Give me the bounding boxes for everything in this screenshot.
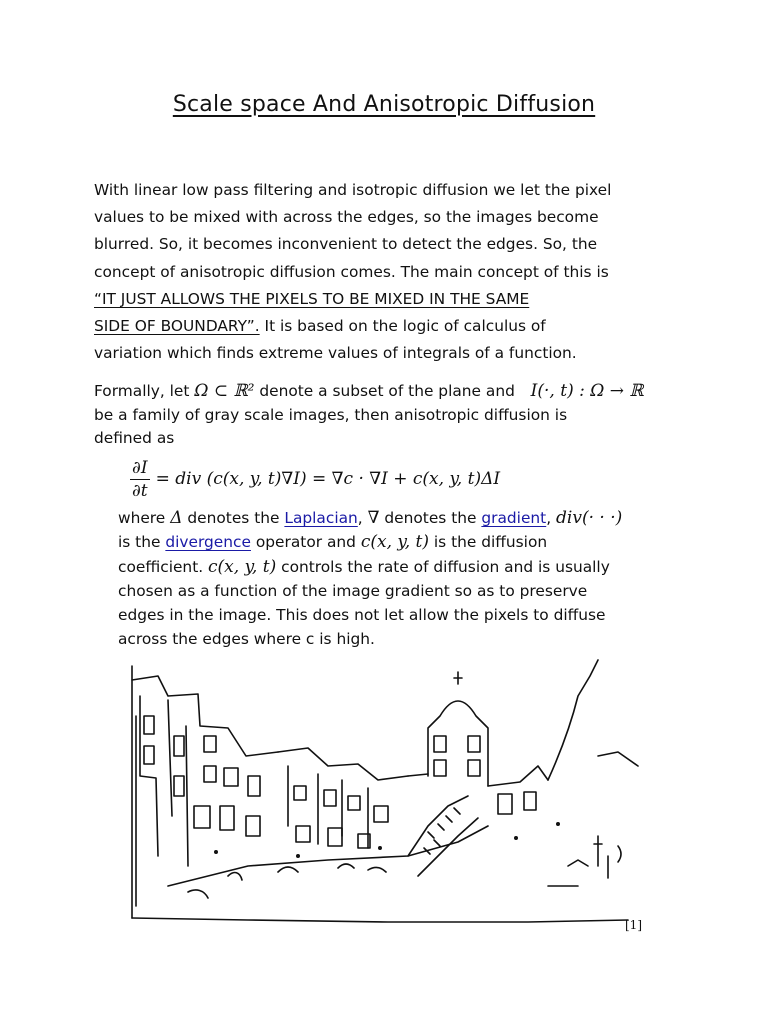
text-fragment: , (357, 509, 363, 527)
main-concept-quote: “IT JUST ALLOWS THE PIXELS TO BE MIXED IN THE SAME (94, 289, 530, 308)
text-fragment: operator and (255, 533, 356, 552)
text-fragment: is the (118, 533, 161, 552)
text-line: across the edges where c is high. (118, 630, 375, 649)
text-line (118, 530, 698, 554)
fraction-denominator: ∂t (132, 480, 148, 501)
text-line: concept of anisotropic diffusion comes. The main concept of this is (94, 262, 609, 281)
text-line (94, 380, 694, 404)
intro-paragraph (94, 177, 684, 367)
text-line: variation which finds extreme values of integrals of a function. (94, 344, 577, 363)
diffusion-equation (130, 456, 500, 502)
math-c-xyt: c(x, y, t) (208, 556, 277, 577)
text-line (118, 555, 698, 579)
text-fragment: denote a subset of the plane and (259, 382, 515, 400)
text-fragment: , (546, 509, 552, 527)
text-line: defined as (94, 429, 175, 447)
text-line: chosen as a function of the image gradient so as to preserve (118, 581, 588, 600)
gradient-link[interactable]: gradient (481, 509, 547, 527)
math-div: div(· · ·) (556, 508, 623, 528)
text-line: values to be mixed with across the edges, so the images become (94, 208, 599, 227)
text-fragment: is the diffusion (433, 533, 548, 552)
text-fragment: where (118, 509, 166, 527)
main-concept-quote-end: SIDE OF BOUNDARY”. (94, 317, 260, 336)
math-c-xyt: c(x, y, t) (360, 532, 429, 553)
definition-paragraph (94, 380, 694, 451)
math-image-family: I(·, t) : Ω → ℝ (530, 381, 644, 401)
text-fragment: denotes the (384, 509, 477, 527)
edge-map-figure (128, 656, 648, 938)
explanation-paragraph (118, 506, 698, 652)
partial-derivative-fraction (130, 458, 150, 501)
figure-citation: [1] (625, 918, 642, 932)
text-fragment: controls the rate of diffusion and is usually (281, 557, 610, 576)
text-fragment: It is based on the logic of calculus of (259, 317, 546, 336)
math-nabla: ∇ (367, 508, 380, 528)
text-line: edges in the image. This does not let allow the pixels to diffuse (118, 606, 606, 625)
text-line (118, 506, 698, 530)
text-fragment: Formally, let (94, 382, 190, 400)
text-fragment: denotes the (187, 509, 280, 527)
edge-detection-image (128, 656, 648, 938)
page-title: Scale space And Anisotropic Diffusion (172, 92, 596, 117)
text-line: With linear low pass filtering and isotropic diffusion we let the pixel (94, 181, 612, 199)
fraction-numerator: ∂I (132, 457, 148, 478)
laplacian-link[interactable]: Laplacian (284, 509, 358, 527)
text-line: blurred. So, it becomes inconvenient to detect the edges. So, the (94, 235, 598, 254)
math-delta: Δ (170, 508, 183, 528)
text-line (94, 313, 684, 340)
math-omega-subset: Ω ⊂ ℝ² (194, 381, 255, 401)
equation-rhs: = div (c(x, y, t)∇I) = ∇c · ∇I + c(x, y, t)ΔI (155, 469, 501, 489)
text-line: be a family of gray scale images, then anisotropic diffusion is (94, 405, 568, 424)
text-fragment: coefficient. (118, 557, 204, 576)
divergence-link[interactable]: divergence (165, 533, 251, 552)
